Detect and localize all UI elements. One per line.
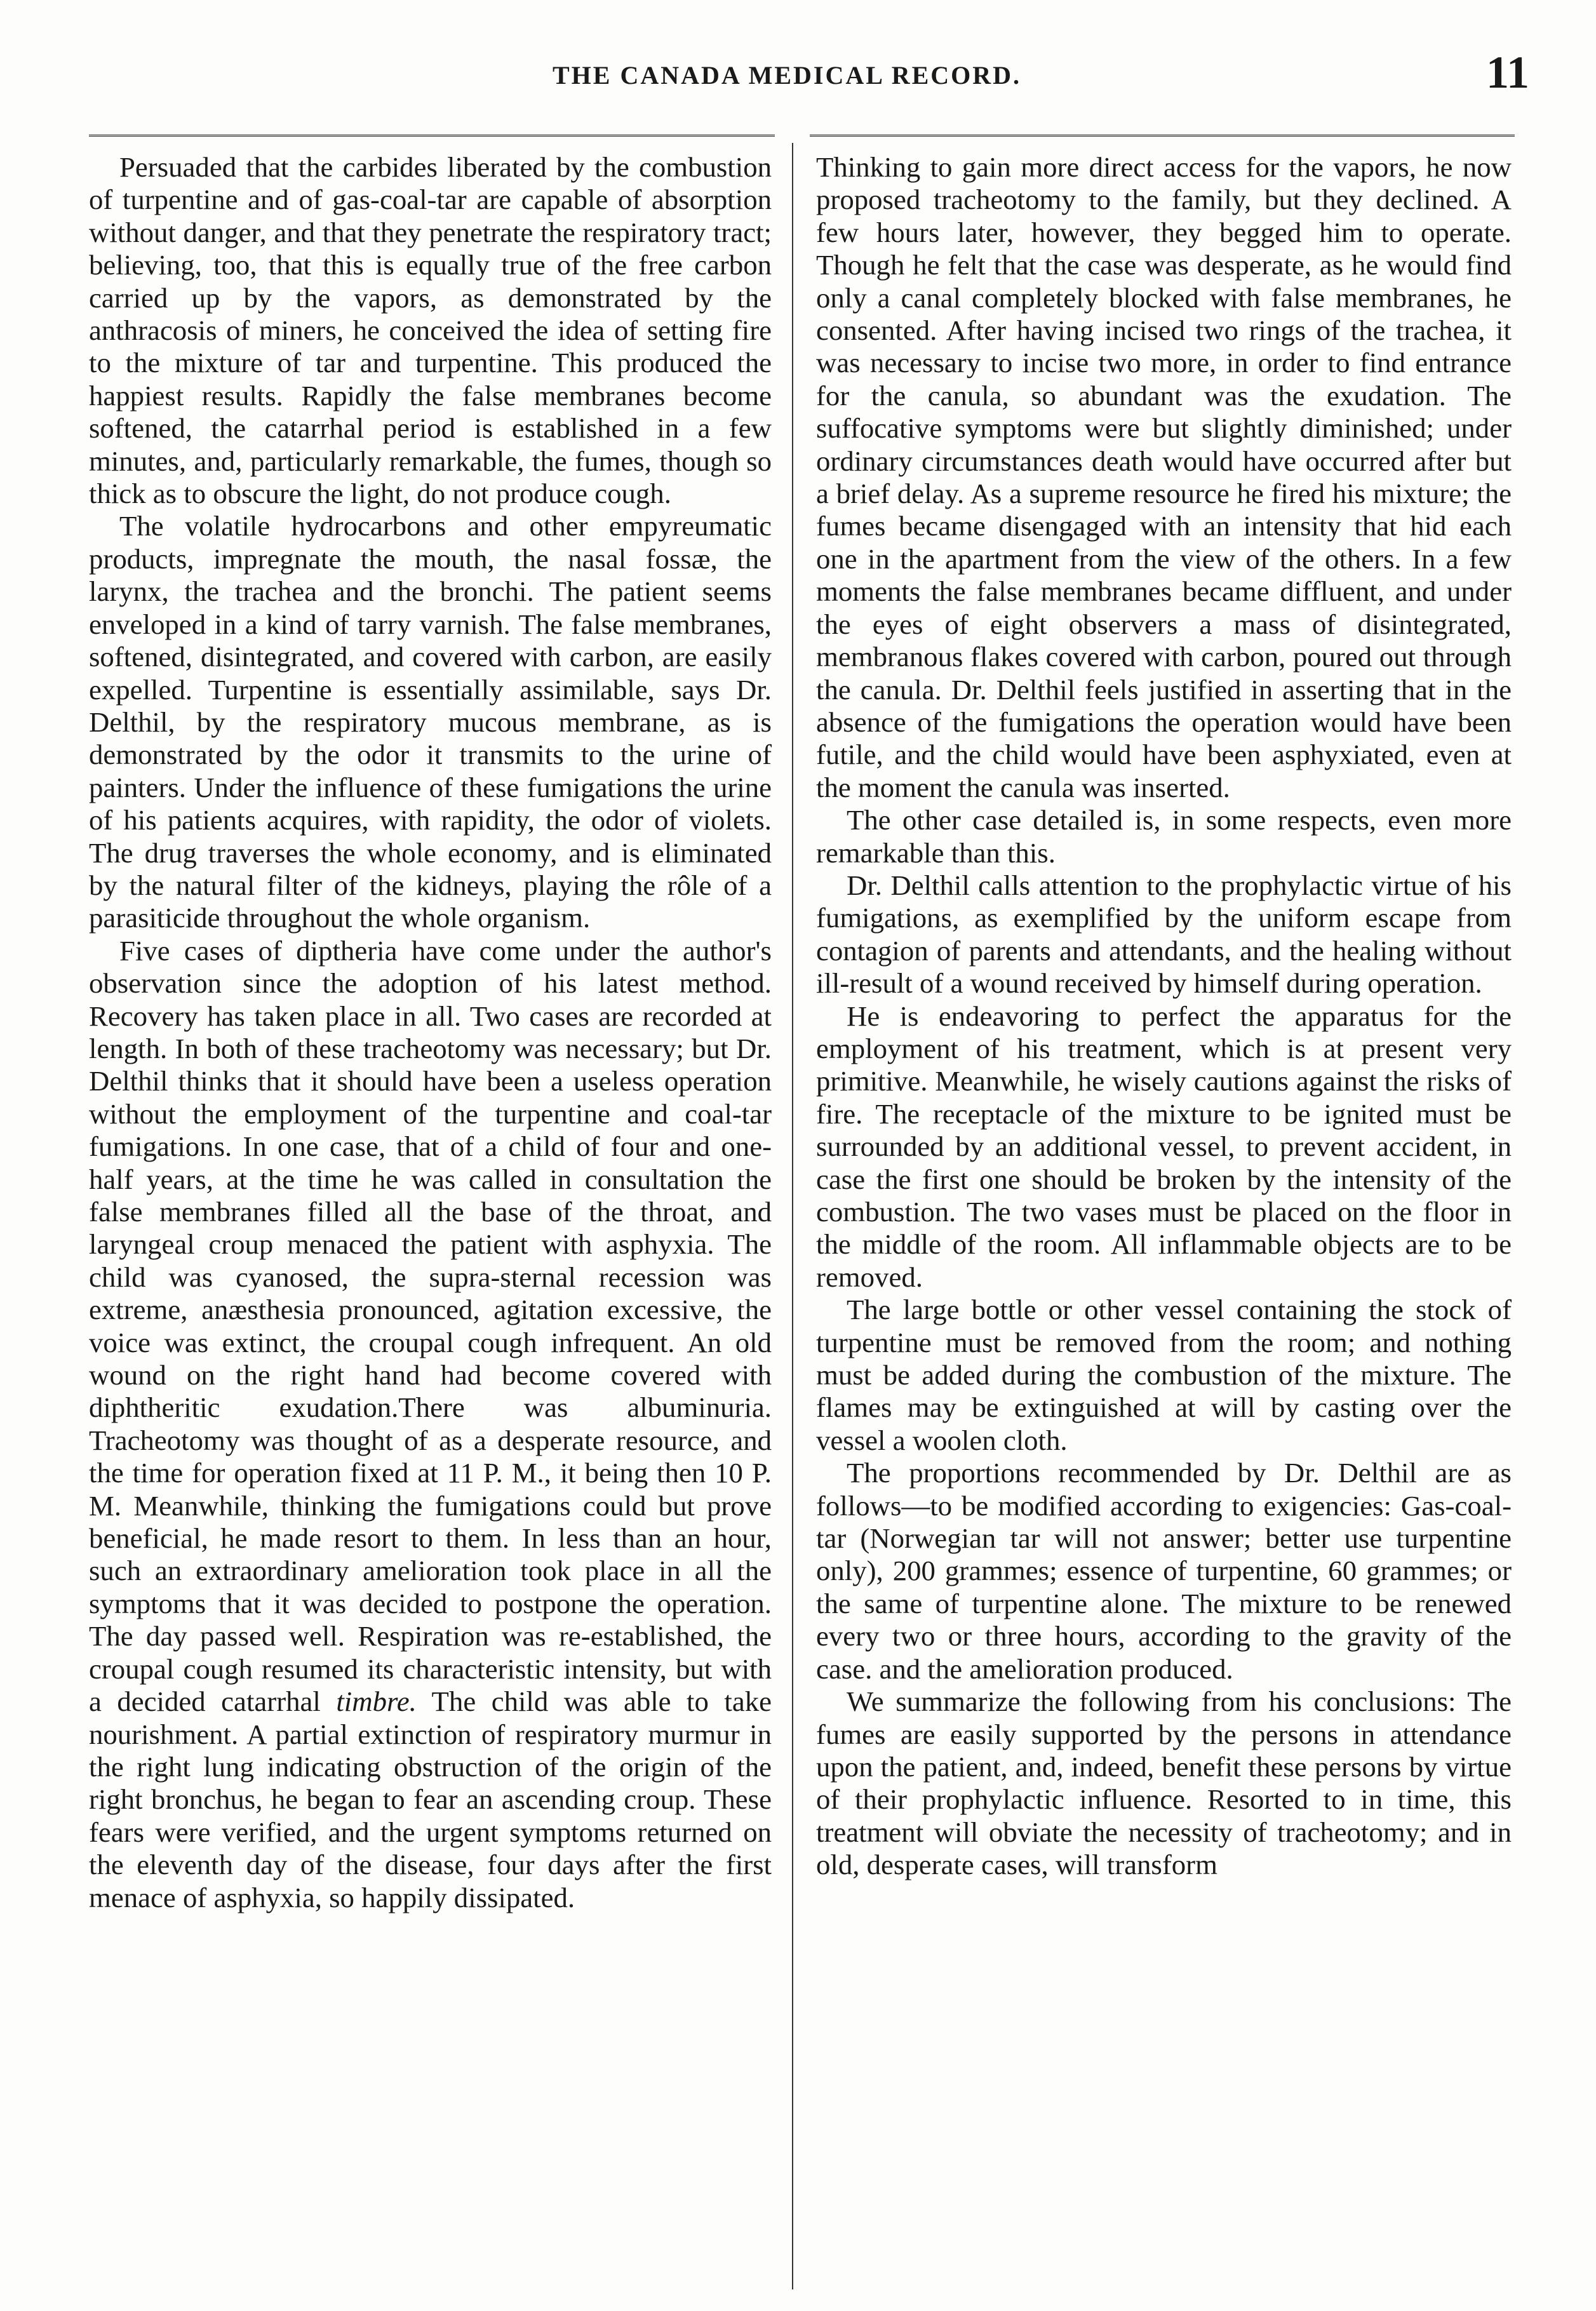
paragraph-other-case: The other case detailed is, in some respects, even more remarkable than this. [816, 804, 1512, 869]
paragraph-conclusions: We summarize the following from his conclusions: The fumes are easily supported by the persons in attendance upon the patient, and, indeed, benefit these persons by virtue of their prophylactic influence. Resorted to in time, this treatment will obviate the necessity of tracheotomy; and in old, desperate cases, will transform [816, 1685, 1512, 1881]
paragraph-five-cases-text: Five cases of diptheria have come under the author's observation since the adoption of his latest method. Recovery has taken place in all. Two cases are recorded at length. In both of these tracheotomy was necessary; but Dr. Delthil thinks that it should have been a useless operation without the employment of the turpentine and coal-tar fumigations. In one case, that of a child of four and one-half years, at the time he was called in consultation the false membranes filled all the base of the throat, and laryngeal croup menaced the patient with asphyxia. The child was cyanosed, the supra-sternal recession was extreme, anæsthesia pronounced, agitation excessive, the voice was extinct, the croupal cough infrequent. An old wound on the right hand had become covered with diphtheritic exudation.There was albuminuria. Tracheotomy was thought of as a desperate resource, and the time for operation fixed at 11 P. M., it being then 10 P. M. Meanwhile, thinking the fumigations could but prove beneficial, he made resort to them. In less than an hour, such an extraordinary amelioration took place in all the symptoms that it was decided to postpone the operation. The day passed well. Respiration was re-established, the croupal cough resumed its characteristic intensity, but with a decided catarrhal [89, 934, 772, 1718]
paragraph-turpentine-stock: The large bottle or other vessel containing the stock of turpentine must be removed from the room; and nothing must be added during the combustion of the mixture. The flames may be extinguished at will by casting over the vessel a woolen cloth. [816, 1294, 1512, 1456]
paragraph-apparatus: He is endeavoring to perfect the apparatus for the employment of his treatment, which is at present very primitive. Meanwhile, he wisely cautions against the risks of fire. The receptacle of the mixture to be ignited must be surrounded by an additional vessel, to prevent accident, in case the first one should be broken by the intensity of the combustion. The two vases must be placed on the floor in the middle of the room. All inflammable objects are to be removed. [816, 1000, 1512, 1293]
paragraph-five-cases-tail: The child was able to take nourishment. A partial extinction of respiratory murmur in the right lung indicating obstruction of the origin of the right bronchus, he began to fear an ascending croup. These fears were verified, and the urgent symptoms returned on the eleventh day of the disease, four days after the first menace of asphyxia, so happily dissipated. [89, 1685, 772, 1913]
paragraph-fumigation-idea: Persuaded that the carbides liberated by the combustion of turpentine and of gas-coal-tar are capable of absorption without danger, and that they penetrate the respiratory tract; believing, too, that this is equally true of the free carbon carried up by the vapors, as demonstrated by the anthracosis of miners, he conceived the idea of setting fire to the mixture of tar and turpentine. This produced the happiest results. Rapidly the false membranes become softened, the catarrhal period is established in a few minutes, and, particularly remarkable, the fumes, though so thick as to obscure the light, do not produce cough. [89, 151, 772, 510]
page-header [0, 47, 1596, 105]
left-column [89, 151, 772, 1914]
column-divider [792, 143, 793, 2289]
header-rule-left [89, 135, 775, 137]
paragraph-hydrocarbons: The volatile hydrocarbons and other empyreumatic products, impregnate the mouth, the nasal fossæ, the larynx, the trachea and the bronchi. The patient seems enveloped in a kind of tarry varnish. The false membranes, softened, disintegrated, and covered with carbon, are easily expelled. Turpentine is essentially assimilable, says Dr. Delthil, by the respiratory mucous membrane, as is demonstrated by the odor it transmits to the urine of painters. Under the influence of these fumigations the urine of his patients acquires, with rapidity, the odor of violets. The drug traverses the whole economy, and is eliminated by the natural filter of the kidneys, playing the rôle of a parasiticide throughout the whole organism. [89, 510, 772, 934]
right-column [816, 151, 1512, 1882]
running-title: THE CANADA MEDICAL RECORD. [553, 61, 1022, 90]
page-number: 11 [1485, 47, 1529, 98]
paragraph-prophylactic: Dr. Delthil calls attention to the prophylactic virtue of his fumigations, as exemplified by the uniform escape from contagion of parents and attendants, and the healing without ill-result of a wound received by himself during operation. [816, 869, 1512, 1000]
paragraph-tracheotomy: Thinking to gain more direct access for the vapors, he now proposed tracheotomy to the family, but they declined. A few hours later, however, they begged him to operate. Though he felt that the case was desperate, as he would find only a canal completely blocked with false membranes, he consented. After having incised two rings of the trachea, it was necessary to incise two more, in order to find entrance for the canula, so abundant was the exudation. The suffocative symptoms were but slightly diminished; under ordinary circumstances death would have occurred after but a brief delay. As a supreme resource he fired his mixture; the fumes became disengaged with an intensity that hid each one in the apartment from the view of the others. In a few moments the false membranes became diffluent, and under the eyes of eight observers a mass of disintegrated, membranous flakes covered with carbon, poured out through the canula. Dr. Delthil feels justified in asserting that in the absence of the fumigations the operation would have been futile, and the child would have been asphyxiated, even at the moment the canula was inserted. [816, 151, 1512, 803]
paragraph-proportions: The proportions recommended by Dr. Delthil are as follows—to be modified according to exigencies: Gas-coal-tar (Norwegian tar will not answer; better use turpentine only), 200 grammes; essence of turpentine, 60 grammes; or the same of turpentine alone. The mixture to be renewed every two or three hours, according to the gravity of the case. and the amelioration produced. [816, 1457, 1512, 1685]
header-rule-right [810, 135, 1515, 137]
paragraph-five-cases [89, 935, 772, 1914]
italic-timbre: timbre. [336, 1685, 417, 1718]
